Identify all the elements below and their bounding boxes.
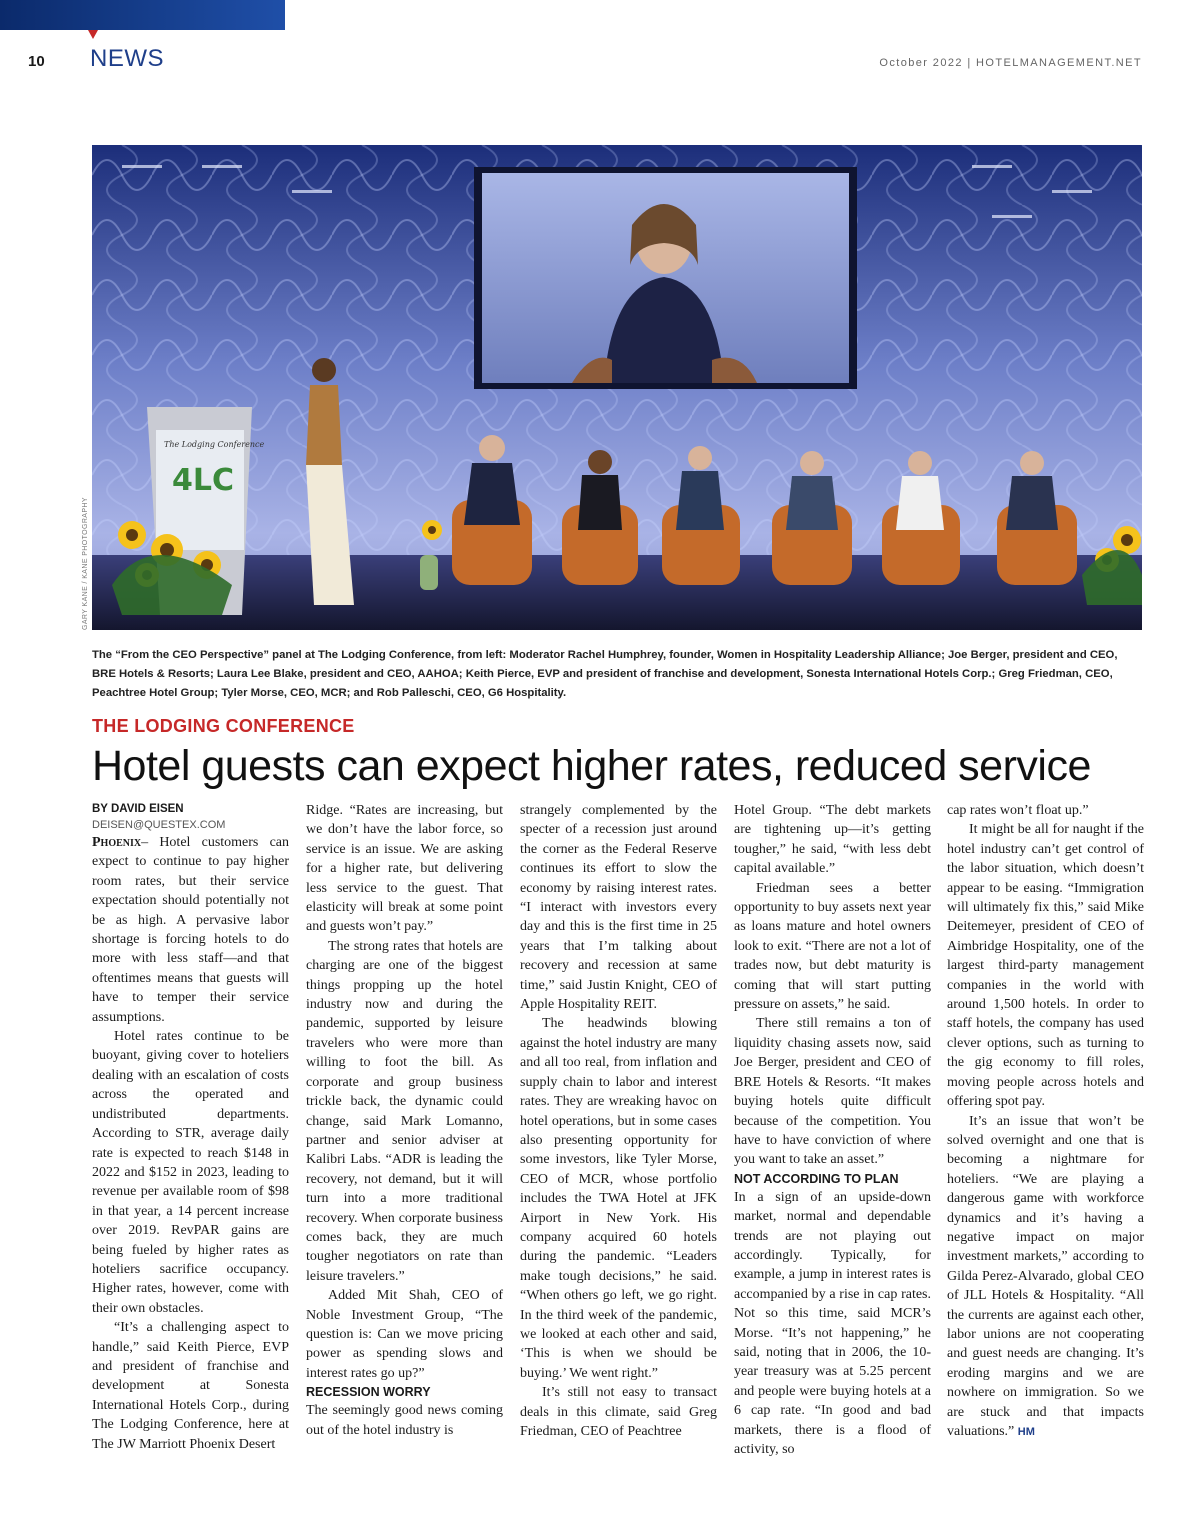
paragraph: The seemingly good news coming out of the hotel industry is [306, 1403, 503, 1438]
paragraph: It might be all for naught if the hotel industry can’t get control of the labor situation, which doesn’t appear to be easing. “Immigration will ultimately fix this,” said Mike Deitemeyer, president of CEO of Aimbridge Hospitality, one of the largest third-party management companies in the world with around 1,500 hotels. In order to staff hotels, the company has used clever options, such as turning to the gig economy to fill roles, moving people across hotels and offering spot pay. [947, 822, 1144, 1110]
article-column-2 [306, 801, 503, 1440]
article-column-3 [520, 801, 717, 1441]
page-number: 10 [28, 53, 45, 70]
end-mark: HM [1017, 1426, 1035, 1438]
subhead-recession-worry: RECESSION WORRY [306, 1385, 431, 1400]
byline: BY DAVID EISEN [92, 803, 184, 815]
article-column-5 [947, 801, 1144, 1442]
paragraph: The strong rates that hotels are charging are one of the biggest things propping up the hotel industry now and during the pandemic, supported by leisure travelers who were more than willing to foot the bill. As corporate and group business trickle back, the dynamic could change, said Mark Lomanno, partner and senior adviser at Kalibri Labs. “ADR is leading the recovery, not demand, but it will turn into a more traditional recovery. When corporate business comes back, they are much tougher negotiators on rate than leisure travelers.” [306, 938, 503, 1284]
conference-photo [92, 145, 1142, 630]
podium-logo: 4LC [172, 463, 235, 498]
paragraph: Hotel Group. “The debt markets are tightening up—it’s getting tougher,” he said, “with less debt capital available.” [734, 803, 931, 877]
paragraph: It’s an issue that won’t be solved overnight and one that is becoming a nightmare for hoteliers. “We are playing a dangerous game with workforce dynamics and it’s having a negative impact on major investment markets,” according to Gilda Perez-Alvarado, global CEO of JLL Hotels & Hospitality. “All the currents are against each other, labor unions are not cooperating and guest needs are changing. It’s eroding margins and we are nowhere on immigration. So we are stuck and that impacts valuations.” HM [947, 1113, 1144, 1439]
article-column-4 [734, 801, 931, 1459]
paragraph: “It’s a challenging aspect to handle,” said Keith Pierce, EVP and president of franchise and development at Sonesta International Hotels Corp., during The Lodging Conference, here at The JW Marriott Phoenix Desert [92, 1320, 289, 1452]
article-column-1 [92, 801, 289, 1454]
dateline-city: Phoenix [92, 835, 142, 850]
paragraph: It’s still not easy to transact deals in this climate, said Greg Friedman, CEO of Peachtree [520, 1385, 717, 1439]
paragraph: The headwinds blowing against the hotel industry are many and all too real, from inflation and supply chain to labor and interest rates. They are wreaking havoc on hotel operations, but in some cases also presenting opportunity for some investors, like Tyler Morse, CEO of MCR, whose portfolio includes the TWA Hotel at JFK Airport in New York. His company acquired 60 hotels during the pandemic. “Leaders make tough decisions,” he said. “When others go left, we go right. In the third week of the pandemic, we looked at each other and said, ‘This is when we should be buying.’ We went right.” [520, 1016, 717, 1381]
subhead-not-according-to-plan: NOT ACCORDING TO PLAN [734, 1171, 899, 1186]
paragraph: Ridge. “Rates are increasing, but we don’t have the labor force, so service is an issue. We are asking for a higher rate, but delivering less service to the guest. That elasticity will break at some point and guests won’t pay.” [306, 803, 503, 935]
photo-caption: The “From the CEO Perspective” panel at The Lodging Conference, from left: Moderator Rachel Humphrey, founder, Women in Hospitality Leadership Alliance; Joe Berger, president and CEO, BRE Hotels & Resorts; Laura Lee Blake, president and CEO, AAHOA; Keith Pierce, EVP and president of franchise and development, Sonesta International Hotels Corp.; Greg Friedman, CEO, Peachtree Hotel Group; Tyler Morse, CEO, MCR; and Rob Palleschi, CEO, G6 Hospitality. [92, 649, 1118, 699]
article-kicker: THE LODGING CONFERENCE [92, 716, 355, 736]
article-headline: Hotel guests can expect higher rates, reduced service [92, 742, 1091, 790]
podium-text: The Lodging Conference [164, 440, 265, 449]
paragraph: Hotel rates continue to be buoyant, giving cover to hoteliers dealing with an escalation of costs across the operated and undistributed departments. According to STR, average daily rate is expected to reach $148 in 2022 and $152 in 2023, leading to revenue per available room of $98 in that year, a 14 percent increase over 2019. RevPAR gains are being fueled by higher rates as hoteliers sacrifice occupancy. Higher rates, however, come with their own obstacles. [92, 1029, 289, 1316]
paragraph: Added Mit Shah, CEO of Noble Investment Group, “The question is: Can we move pricing power as spending slows and interest rates go up?” [306, 1288, 503, 1381]
paragraph: strangely complemented by the specter of a recession just around the corner as the Federal Reserve continues its effort to slow the economy by raising interest rates. “I interact with investors every day and this is the first time in 25 years that I’m talking about recovery and recession at same time,” said Justin Knight, CEO of Apple Hospitality REIT. [520, 803, 717, 1013]
paragraph: There still remains a ton of liquidity chasing assets now, said Joe Berger, president and CEO of BRE Hotels & Resorts. “It makes buying hotels quite difficult because of the competition. You have to have conviction of where you want to take an asset.” [734, 1016, 931, 1168]
paragraph: In a sign of an upside-down market, normal and dependable trends are not playing out accordingly. Typically, for example, a jump in interest rates is accompanied by a rise in cap rates. Not so this time, said MCR’s Morse. “It’s not happening,” he said, noting that in 2006, the 10-year treasury was at 5.25 percent and people were buying hotels at a 6 cap rate. “In good and bad markets, there is a flood of activity, so [734, 1189, 931, 1457]
dateline: October 2022 | HOTELMANAGEMENT.NET [879, 57, 1142, 69]
photo-credit: GARY KANE / KANE PHOTOGRAPHY [82, 497, 89, 630]
section-title: NEWS [90, 45, 164, 72]
paragraph: Phoenix– Hotel customers can expect to continue to pay higher room rates, but their service expectation should potentially not be as high. A pervasive labor shortage is forcing hotels to do more with less staff—and that oftentimes means that guests will have to temper their service assumptions. [92, 835, 289, 1025]
top-color-bar [0, 0, 285, 30]
author-email: DEISEN@QUESTEX.COM [92, 819, 226, 831]
paragraph: cap rates won’t float up.” [947, 803, 1089, 818]
red-triangle-marker [88, 30, 98, 39]
paragraph: Friedman sees a better opportunity to buy assets next year as loans mature and hotel owners look to exit. “There are not a lot of trades now, but debt maturity is coming that will start putting pressure on assets,” he said. [734, 880, 931, 1013]
